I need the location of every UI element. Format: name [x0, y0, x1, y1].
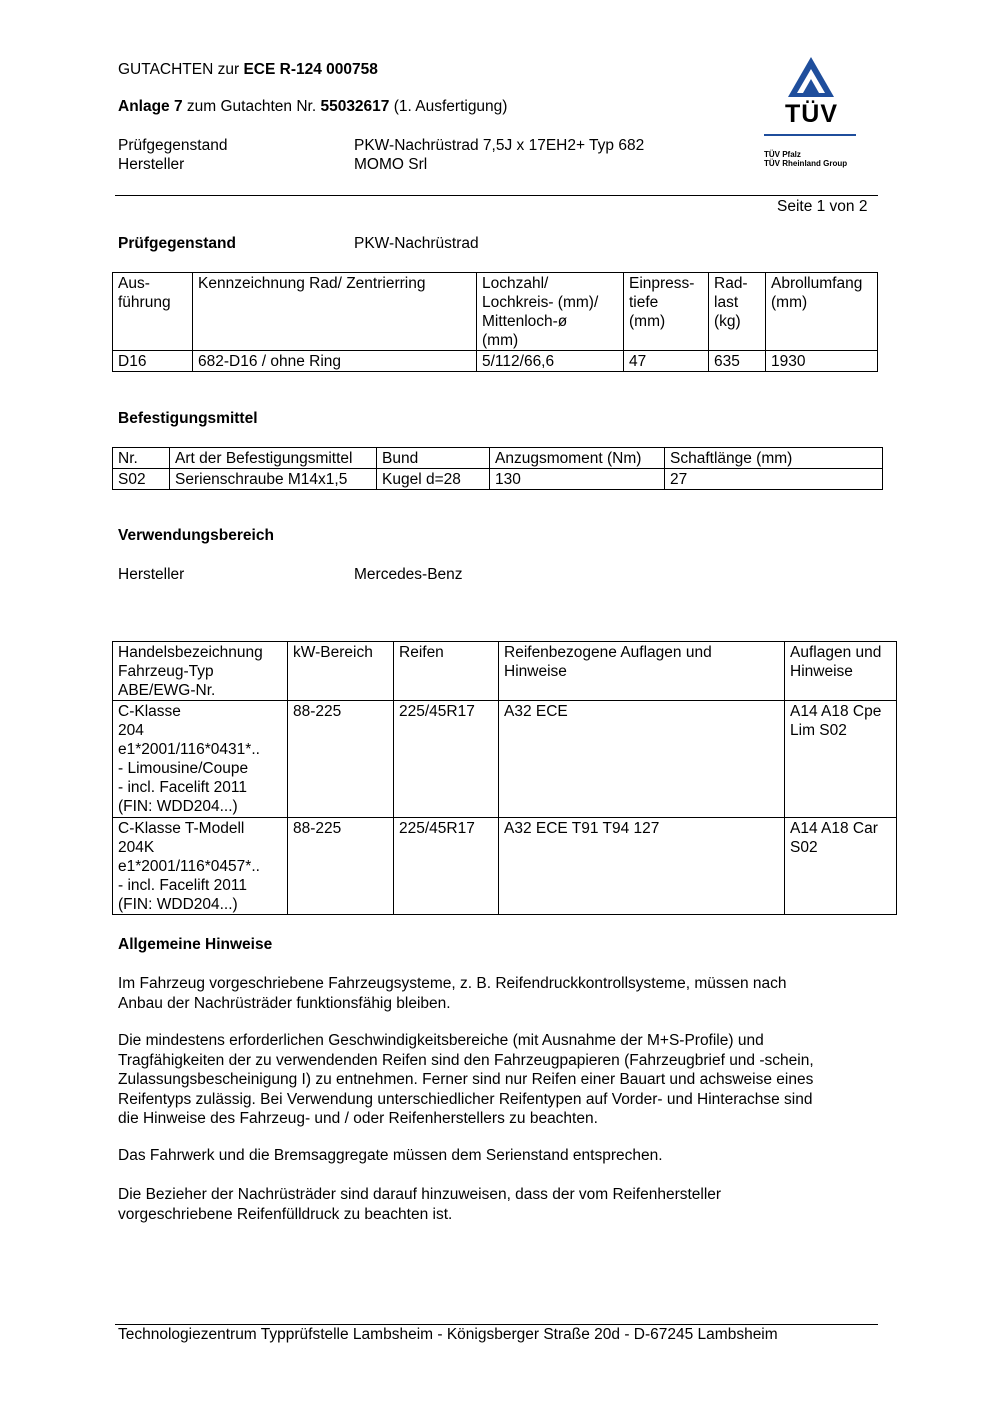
header-cell: Handelsbezeichnung Fahrzeug-Typ ABE/EWG-Nr.	[113, 642, 288, 701]
table-header-row	[113, 273, 878, 351]
table-row	[113, 701, 897, 818]
header-cell: Kennzeichnung Rad/ Zentrierring	[193, 273, 477, 351]
notes-cell: A14 A18 Car S02	[785, 818, 897, 915]
header-cell: Auflagen und Hinweise	[785, 642, 897, 701]
pruef-value: PKW-Nachrüstrad 7,5J x 17EH2+ Typ 682	[354, 137, 645, 154]
tyre-cell: 225/45R17	[394, 701, 499, 818]
section-pruefgegenstand-title: Prüfgegenstand	[118, 235, 236, 252]
header-cell: Bund	[377, 448, 490, 469]
section-verwendung-title: Verwendungsbereich	[118, 527, 274, 544]
table-header-row	[113, 642, 897, 701]
table-row	[113, 351, 878, 372]
hersteller-value: MOMO Srl	[354, 156, 428, 173]
header-cell: kW-Bereich	[288, 642, 394, 701]
tyre-cell: 225/45R17	[394, 818, 499, 915]
table-cell: D16	[113, 351, 193, 372]
header-divider	[115, 195, 878, 196]
vehicle-table	[112, 641, 897, 915]
paragraph-3: Das Fahrwerk und die Bremsaggregate müssen dem Serienstand entsprechen.	[118, 1147, 663, 1164]
kw-cell: 88-225	[288, 818, 394, 915]
anlage-line: Anlage 7 zum Gutachten Nr. 55032617 (1. Ausfertigung)	[118, 98, 508, 115]
table-cell: Kugel d=28	[377, 469, 490, 490]
verwendung-hersteller-value: Mercedes-Benz	[354, 566, 463, 583]
section-befestigung-title: Befestigungsmittel	[118, 410, 258, 427]
section-pruefgegenstand-value: PKW-Nachrüstrad	[354, 235, 479, 252]
header-cell: Reifen	[394, 642, 499, 701]
table-cell: 1930	[766, 351, 878, 372]
paragraph-4: Die Bezieher der Nachrüsträder sind darauf hinzuweisen, dass der vom Reifenhersteller vorgeschriebene Reifenfülldruck zu beachten ist.	[118, 1186, 722, 1223]
wheel-table	[112, 272, 878, 372]
header-cell: Art der Befestigungsmittel	[170, 448, 377, 469]
table-cell: 27	[665, 469, 883, 490]
footer-address: Technologiezentrum Typprüfstelle Lambsheim - Königsberger Straße 20d - D-67245 Lambsheim	[118, 1326, 778, 1343]
header-cell: Nr.	[113, 448, 170, 469]
tuev-logo	[764, 55, 859, 173]
tuev-logo-text: TÜV	[785, 100, 838, 128]
table-cell: 682-D16 / ohne Ring	[193, 351, 477, 372]
table-row	[113, 469, 883, 490]
table-cell: Serienschraube M14x1,5	[170, 469, 377, 490]
pruef-label: Prüfgegenstand	[118, 137, 228, 154]
header-cell: Anzugsmoment (Nm)	[490, 448, 665, 469]
section-hinweise-title: Allgemeine Hinweise	[118, 936, 273, 953]
paragraph-2: Die mindestens erforderlichen Geschwindigkeitsbereiche (mit Ausnahme der M+S-Profile) und Tragfähigkeiten der zu verwendenden Reifen sind den Fahrzeugpapieren (Fahrzeugbrief und -schein, Zulassungsbescheinigung I) zu entnehmen. Ferner sind nur Reifen einer Bauart und achsweise eines Reifentyps zulässig. Bei Verwendung unterschiedlicher Reifentypen auf Vorder- und Hinterachse sind die Hinweise des Fahrzeug- und / oder Reifenherstellers zu beachten.	[118, 1032, 814, 1127]
tuev-logo-sub1: TÜV Pfalz	[764, 150, 801, 159]
hersteller-label: Hersteller	[118, 156, 185, 173]
tyre-notes-cell: A32 ECE T91 T94 127	[499, 818, 785, 915]
table-cell: 5/112/66,6	[477, 351, 624, 372]
table-row	[113, 818, 897, 915]
table-header-row	[113, 448, 883, 469]
doc-title: GUTACHTEN zur ECE R-124 000758	[118, 61, 378, 78]
header-cell: Abrollumfang (mm)	[766, 273, 878, 351]
kw-cell: 88-225	[288, 701, 394, 818]
tyre-notes-cell: A32 ECE	[499, 701, 785, 818]
table-cell: S02	[113, 469, 170, 490]
verwendung-hersteller-label: Hersteller	[118, 566, 185, 583]
table-cell: 47	[624, 351, 709, 372]
header-cell: Schaftlänge (mm)	[665, 448, 883, 469]
header-cell: Aus- führung	[113, 273, 193, 351]
header-cell: Einpress- tiefe (mm)	[624, 273, 709, 351]
table-cell: 635	[709, 351, 766, 372]
fastener-table	[112, 447, 883, 490]
header-cell: Lochzahl/ Lochkreis- (mm)/ Mittenloch-ø (mm)	[477, 273, 624, 351]
header-cell: Reifenbezogene Auflagen und Hinweise	[499, 642, 785, 701]
vehicle-cell: C-Klasse T-Modell 204K e1*2001/116*0457*.. - incl. Facelift 2011 (FIN: WDD204...)	[113, 818, 288, 915]
tuev-logo-sub2: TÜV Rheinland Group	[764, 159, 848, 168]
header-cell: Rad- last (kg)	[709, 273, 766, 351]
paragraph-1: Im Fahrzeug vorgeschriebene Fahrzeugsysteme, z. B. Reifendruckkontrollsysteme, müssen nach Anbau der Nachrüsträder funktionsfähig bleiben.	[118, 975, 787, 1012]
vehicle-cell: C-Klasse 204 e1*2001/116*0431*.. - Limousine/Coupe - incl. Facelift 2011 (FIN: WDD204...)	[113, 701, 288, 818]
notes-cell: A14 A18 Cpe Lim S02	[785, 701, 897, 818]
page-number: Seite 1 von 2	[777, 198, 868, 215]
table-cell: 130	[490, 469, 665, 490]
